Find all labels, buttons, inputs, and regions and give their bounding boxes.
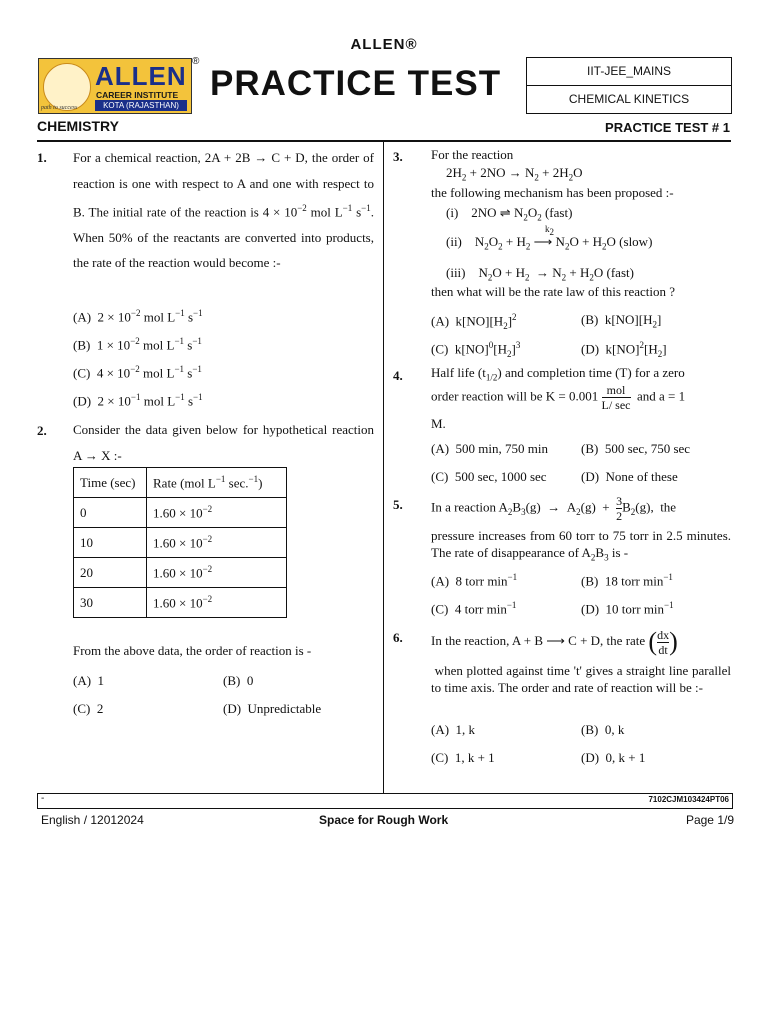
question-text: when plotted against time 't' gives a straight line parallel to time axis. The order and rate of reaction will be :- bbox=[431, 663, 731, 695]
footer-dash: - bbox=[41, 793, 45, 804]
table-header-cell: Time (sec) bbox=[74, 468, 147, 498]
table-header-cell: Rate (mol $L^{-1}$ sec.$^{-1}$) bbox=[147, 468, 287, 498]
exam-name: IIT-JEE_MAINS bbox=[527, 58, 731, 86]
table-row: 10 $1.60 \times 10^{-2}$ bbox=[74, 528, 287, 558]
option-b[interactable]: (B) 0, k bbox=[581, 722, 625, 737]
option-a[interactable]: (A) $k[NO][H_2]^2$ bbox=[431, 312, 517, 331]
question-text: Consider the data given below for hypothetical reaction A → X :- bbox=[73, 422, 374, 463]
option-d[interactable]: (D) 10 torr $\min^{-1}$ bbox=[581, 600, 674, 617]
option-a[interactable]: (A) 1, k bbox=[431, 722, 476, 737]
question-text: order reaction will be K = 0.001 $\frac{\text{mol}}{L/ \sec}$ and a = 1 bbox=[431, 383, 686, 412]
test-number: PRACTICE TEST # 1 bbox=[605, 120, 730, 135]
option-c[interactable]: (C) 2 bbox=[73, 701, 104, 716]
option-d[interactable]: (D) Unpredictable bbox=[223, 701, 322, 716]
rough-work-label: Space for Rough Work bbox=[319, 813, 449, 827]
fraction: $\frac{\text{mol}}{L/ \sec}$ bbox=[601, 383, 631, 412]
option-a[interactable]: (A) 500 min, 750 min bbox=[431, 441, 548, 456]
question-text: In the reaction, A + B ⟶ C + D, the rate ( $\frac{dx}{dt}$ ) bbox=[431, 627, 678, 657]
option-c[interactable]: (C) $k[NO]^0[H_2]^3$ bbox=[431, 340, 521, 359]
mechanism-step: (iii) $N_2O + H_2 \to N_2 + H_2O$ (fast) bbox=[446, 265, 634, 283]
question-text: then what will be the rate law of this reaction ? bbox=[431, 284, 676, 299]
question-number: 6. bbox=[393, 630, 403, 645]
option-d[interactable]: (D) 0, k + 1 bbox=[581, 750, 646, 765]
reaction-equation: $2H_2 + 2NO \to N_2 + 2H_2O$ bbox=[446, 165, 583, 183]
question-number: 3. bbox=[393, 149, 403, 164]
footer-code-box bbox=[37, 793, 733, 809]
option-a[interactable]: (A) $2 \times 10^{-2}$ mol $L^{-1}$ $s^{-1}$ bbox=[73, 308, 203, 325]
header-rule bbox=[37, 140, 731, 142]
mechanism-step: (ii) $N_2O_2 + H_2$ ⟶ $N_2O + H_2O$ (slow) bbox=[446, 234, 653, 252]
question-number: 4. bbox=[393, 368, 403, 383]
question-text: For a chemical reaction, 2A + 2B → C + D, the order of reaction is one with respect to A and one with respect to B. The initial rate of the reaction is $4 \times 10^{-2}$ mol $L^{-1}$ $s^{-1}$. When 50% of the reactants are converted into products, the rate of the reaction would become :- bbox=[73, 150, 374, 271]
logo-name: ALLEN bbox=[95, 61, 187, 91]
table-header-row bbox=[74, 468, 287, 498]
table-row: 30 $1.60 \times 10^{-2}$ bbox=[74, 588, 287, 618]
fraction: $\frac{3}{2}$ bbox=[616, 494, 623, 523]
logo-institute: CAREER INSTITUTE bbox=[96, 90, 179, 100]
option-c[interactable]: (C) 4 torr $\min^{-1}$ bbox=[431, 600, 517, 617]
question-text: the following mechanism has been proposed :- bbox=[431, 185, 674, 200]
option-c[interactable]: (C) $4 \times 10^{-2}$ mol $L^{-1}$ $s^{-1}$ bbox=[73, 364, 202, 381]
chapter-name: CHEMICAL KINETICS bbox=[568, 92, 690, 106]
question-text: For the reaction bbox=[431, 147, 514, 162]
logo-emblem-icon bbox=[43, 63, 91, 111]
data-table bbox=[73, 467, 287, 618]
subject-label: CHEMISTRY bbox=[37, 118, 119, 134]
option-c[interactable]: (C) 500 sec, 1000 sec bbox=[431, 469, 547, 484]
option-a[interactable]: (A) 1 bbox=[73, 673, 105, 688]
table-row: 0 $1.60 \times 10^{-2}$ bbox=[74, 498, 287, 528]
question-text: M. bbox=[431, 416, 446, 431]
option-a[interactable]: (A) 8 torr $\min^{-1}$ bbox=[431, 572, 518, 589]
option-b[interactable]: (B) 500 sec, 750 sec bbox=[581, 441, 691, 456]
question-text: Half life $(t_{1/2})$ and completion time (T) for a zero bbox=[431, 365, 685, 383]
option-c[interactable]: (C) 1, k + 1 bbox=[431, 750, 495, 765]
option-d[interactable]: (D) $k[NO]^2[H_2]$ bbox=[581, 340, 667, 359]
option-d[interactable]: (D) $2 \times 10^{-1}$ mol $L^{-1}$ $s^{-1}$ bbox=[73, 392, 203, 409]
option-d[interactable]: (D) None of these bbox=[581, 469, 678, 484]
option-b[interactable]: (B) 0 bbox=[223, 673, 254, 688]
question-number: 5. bbox=[393, 497, 403, 512]
exam-info-box bbox=[526, 57, 732, 114]
table-row: 20 $1.60 \times 10^{-2}$ bbox=[74, 558, 287, 588]
logo-city: KOTA (RAJASTHAN) bbox=[95, 100, 187, 111]
registered-mark: ® bbox=[192, 56, 200, 67]
logo-tagline: path to success bbox=[41, 105, 78, 111]
question-number: 2. bbox=[37, 423, 47, 438]
language-date: English / 12012024 bbox=[41, 813, 144, 827]
fraction: $\frac{dx}{dt}$ bbox=[657, 627, 670, 657]
page-number: Page 1/9 bbox=[685, 813, 734, 827]
option-b[interactable]: (B) $1 \times 10^{-2}$ mol $L^{-1}$ $s^{-1}$ bbox=[73, 336, 202, 353]
question-text: pressure increases from 60 torr to 75 torr in 2.5 minutes. The rate of disappearance of $A_2B_3$ is - bbox=[431, 528, 731, 563]
option-b[interactable]: (B) $k[NO][H_2]$ bbox=[581, 312, 662, 330]
paper-code: 7102CJM103424PT06 bbox=[648, 795, 729, 804]
column-divider bbox=[383, 141, 384, 793]
option-b[interactable]: (B) 18 torr $\min^{-1}$ bbox=[581, 572, 673, 589]
mechanism-step: (i) 2NO ⇌ $N_2O_2$ (fast) bbox=[446, 205, 573, 223]
page-title: PRACTICE TEST bbox=[210, 64, 502, 103]
question-text: In a reaction $A_2B_3(g) \to A_2(g)$ + $\frac{3}{2}$ $B_2(g)$, the bbox=[431, 494, 677, 523]
brand-wordmark: ALLEN® bbox=[350, 36, 418, 53]
rate-constant-label: $k_2$ bbox=[545, 224, 554, 237]
institute-logo bbox=[38, 58, 192, 114]
question-number: 1. bbox=[37, 150, 47, 165]
question-text: From the above data, the order of reaction is - bbox=[73, 643, 312, 658]
